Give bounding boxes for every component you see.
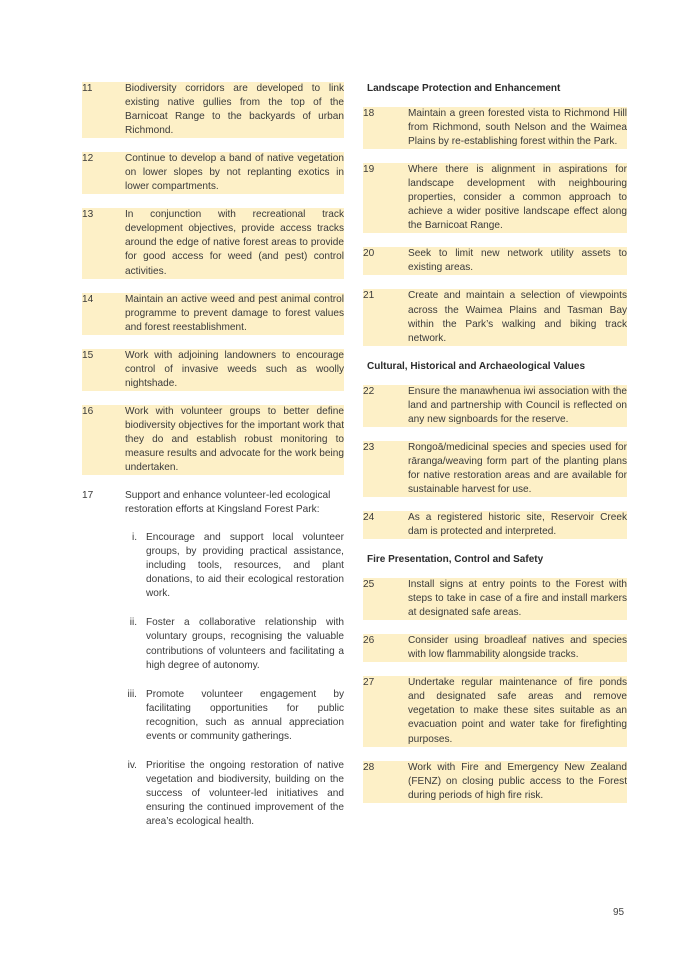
item-number: 17 <box>82 490 94 502</box>
item-number: 21 <box>363 290 375 302</box>
item-number: 24 <box>363 511 375 523</box>
list-item-24 <box>363 511 627 539</box>
item-text: Work with volunteer groups to better define biodiversity objectives for the important work that they do and establish robust monitoring to measure results and advocate for the work being undertaken. <box>125 405 344 474</box>
list-item-25 <box>363 578 627 620</box>
sub-item-text: Promote volunteer engagement by facilitating opportunities for public recognition, such as annual appreciation events or community gatherings. <box>146 688 344 742</box>
item-text: Create and maintain a selection of viewpoints across the Waimea Plains and Tasman Bay within the Park’s walking and biking track network. <box>408 290 627 344</box>
list-item-13 <box>82 208 344 278</box>
list-item-16 <box>82 405 344 475</box>
item-text: Support and enhance volunteer-led ecological restoration efforts at Kingsland Forest Park: <box>125 490 331 516</box>
list-item-18 <box>363 107 627 149</box>
item-number: 20 <box>363 248 375 260</box>
item-text: In conjunction with recreational track development objectives, provide access tracks around the edge of native forest areas to provide for good access for weed (and pest) control activities. <box>125 209 344 277</box>
item-text: Install signs at entry points to the Forest with steps to take in case of a fire and install markers at designated safe areas. <box>408 579 627 619</box>
sub-item-text: Foster a collaborative relationship with voluntary groups, recognising the valuable contributions of volunteers and facilitating a high degree of autonomy. <box>146 617 344 671</box>
list-item-23 <box>363 441 627 497</box>
list-item-28 <box>363 761 627 803</box>
list-item-22 <box>363 385 627 427</box>
list-item-21 <box>363 289 627 345</box>
item-text: Seek to limit new network utility assets to existing areas. <box>408 248 627 274</box>
item-text: Work with adjoining landowners to encourage control of invasive weeds such as woolly nightshade. <box>125 349 344 389</box>
list-item-14 <box>82 293 344 335</box>
item-number: 12 <box>82 153 94 165</box>
sub-item-i <box>82 531 344 601</box>
list-item-11 <box>82 82 344 138</box>
section-heading-fire: Fire Presentation, Control and Safety <box>367 554 544 566</box>
sub-item-number: iii. <box>127 688 137 700</box>
sub-item-text: Prioritise the ongoing restoration of native vegetation and biodiversity, building on the success of volunteer-led initiatives and ensuring the continued improvement of the area’s ecological health. <box>146 759 344 827</box>
item-number: 23 <box>363 441 375 453</box>
list-item-20 <box>363 247 627 275</box>
sub-item-number: i. <box>131 532 137 544</box>
section-heading-cultural: Cultural, Historical and Archaeological Values <box>367 360 586 372</box>
sub-item-number: iv. <box>127 759 137 771</box>
item-text: Consider using broadleaf natives and species with low flammability alongside tracks. <box>408 635 627 661</box>
item-number: 13 <box>82 209 94 221</box>
list-item-17 <box>82 489 344 517</box>
item-number: 16 <box>82 405 94 417</box>
list-item-12 <box>82 152 344 194</box>
item-number: 19 <box>363 164 375 176</box>
item-text: Rongoā/medicinal species and species used for rāranga/weaving form part of the planting plans for native restoration areas and are available for sustainable harvest for use. <box>408 441 627 495</box>
section-heading-landscape: Landscape Protection and Enhancement <box>367 83 561 94</box>
left-column <box>82 82 344 844</box>
right-column <box>363 82 627 817</box>
item-number: 14 <box>82 293 94 305</box>
sub-item-iii <box>82 688 344 744</box>
item-number: 22 <box>363 385 375 397</box>
item-text: Undertake regular maintenance of fire ponds and designated safe areas and remove vegetation to make these sites suitable as an evacuation point and water take for firefighting purposes. <box>408 677 627 745</box>
item-number: 18 <box>363 108 375 119</box>
item-text: Maintain an active weed and pest animal control programme to prevent damage to forest values and forest reestablishment. <box>125 293 344 333</box>
item-number: 27 <box>363 677 375 689</box>
item-text: As a registered historic site, Reservoir Creek dam is protected and interpreted. <box>408 511 627 538</box>
page-number: 95 <box>613 907 625 918</box>
sub-item-text: Encourage and support local volunteer groups, by providing practical assistance, including tools, resources, and plant donations, to aid their ecological restoration work. <box>146 532 344 600</box>
item-text: Work with Fire and Emergency New Zealand (FENZ) on closing public access to the Forest during periods of high fire risk. <box>408 761 627 801</box>
item-number: 15 <box>82 349 94 361</box>
item-text: Continue to develop a band of native vegetation on lower slopes by not replanting exotics in lower compartments. <box>125 153 344 193</box>
item-number: 11 <box>82 83 93 94</box>
item-text: Ensure the manawhenua iwi association with the land and partnership with Council is reflected on any new signboards for the reserve. <box>408 385 627 425</box>
item-number: 25 <box>363 579 375 591</box>
sub-item-ii <box>82 616 344 672</box>
item-text: Maintain a green forested vista to Richmond Hill from Richmond, south Nelson and the Waimea Plains by re-establishing forest within the Park. <box>408 108 627 148</box>
list-item-26 <box>363 634 627 662</box>
sub-item-iv <box>82 759 344 829</box>
item-number: 28 <box>363 761 375 773</box>
list-item-15 <box>82 349 344 391</box>
item-number: 26 <box>363 635 375 647</box>
list-item-27 <box>363 676 627 746</box>
item-text: Biodiversity corridors are developed to link existing native gullies from the top of the Barnicoat Range to the backyards of urban Richmond. <box>125 83 344 137</box>
item-text: Where there is alignment in aspirations for landscape development with neighbouring properties, consider a common approach to achieve a wider positive landscape effect along the Barnicoat Range. <box>408 164 627 232</box>
sub-item-number: ii. <box>129 617 137 629</box>
list-item-19 <box>363 163 627 233</box>
